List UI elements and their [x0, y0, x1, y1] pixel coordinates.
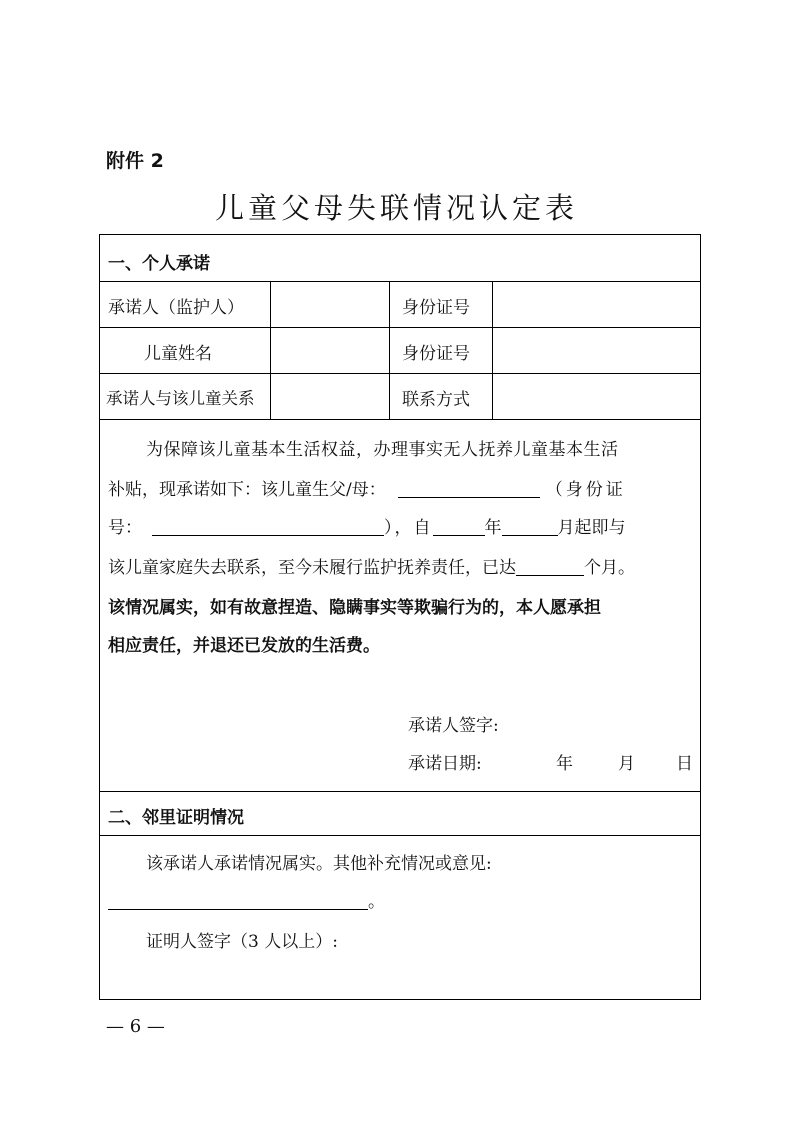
- statement-text: 年: [484, 518, 502, 538]
- neighbor-statement: 该承诺人承诺情况属实。其他补充情况或意见:: [146, 854, 492, 874]
- parent-id-blank[interactable]: [152, 518, 384, 536]
- statement-line-4: [108, 553, 635, 578]
- months-count-blank[interactable]: [516, 558, 584, 576]
- statement-text: ），自: [384, 518, 433, 538]
- statement-line-1: 为保障该儿童基本生活权益，办理事实无人抚养儿童基本生活: [146, 440, 619, 460]
- label-id-number-1: 身份证号: [402, 298, 470, 318]
- field-contact[interactable]: [494, 374, 700, 418]
- label-id-number-2: 身份证号: [402, 344, 470, 364]
- statement-line-2: [108, 475, 626, 500]
- date-year-label: 年: [556, 754, 573, 774]
- field-id-number-2[interactable]: [494, 328, 700, 372]
- label-commitment-person: 承诺人（监护人）: [108, 298, 244, 318]
- month-blank[interactable]: [502, 518, 558, 536]
- col-divider: [270, 281, 271, 419]
- row-divider: [100, 419, 700, 420]
- section-heading-neighbor-proof: 二、邻里证明情况: [108, 808, 244, 828]
- field-relationship[interactable]: [272, 374, 388, 418]
- label-relationship: 承诺人与该儿童关系: [106, 389, 255, 408]
- commitment-signature-label: 承诺人签字:: [408, 716, 499, 736]
- field-id-number-1[interactable]: [494, 282, 700, 326]
- statement-text: 。: [368, 892, 385, 912]
- row-divider: [100, 791, 700, 792]
- statement-text: （身份证: [545, 480, 626, 500]
- page-number: — 6 —: [106, 1016, 165, 1037]
- commitment-date-label: 承诺日期:: [408, 754, 482, 774]
- statement-text: 号：: [108, 518, 142, 538]
- statement-text: 个月。: [584, 558, 635, 578]
- opinion-blank[interactable]: [108, 892, 368, 910]
- section-heading-personal-commitment: 一、个人承诺: [108, 254, 210, 274]
- col-divider: [492, 281, 493, 419]
- statement-line-3: [108, 513, 626, 538]
- statement-text: 月起即与: [557, 518, 626, 538]
- row-divider: [100, 835, 700, 836]
- attachment-label: 附件 2: [106, 150, 164, 172]
- field-commitment-person[interactable]: [272, 282, 388, 326]
- form-title: 儿童父母失联情况认定表: [214, 191, 578, 225]
- form-table: [99, 234, 701, 1000]
- field-child-name[interactable]: [272, 328, 388, 372]
- date-month-label: 月: [618, 754, 635, 774]
- label-child-name: 儿童姓名: [144, 344, 212, 364]
- col-divider: [389, 281, 390, 419]
- parent-name-blank[interactable]: [398, 480, 540, 498]
- year-blank[interactable]: [433, 518, 485, 536]
- bold-statement-line-2: 相应责任，并退还已发放的生活费。: [108, 636, 380, 656]
- bold-statement-line-1: 该情况属实，如有故意捏造、隐瞒事实等欺骗行为的，本人愿承担: [108, 598, 601, 618]
- statement-text: 补贴，现承诺如下：该儿童生父/母：: [108, 480, 386, 500]
- neighbor-opinion-line: [108, 887, 385, 912]
- label-contact: 联系方式: [402, 390, 470, 410]
- statement-text: 该儿童家庭失去联系，至今未履行监护抚养责任，已达: [108, 558, 516, 578]
- witness-signature-label: 证明人签字（3 人以上）:: [146, 932, 338, 952]
- date-day-label: 日: [676, 754, 693, 774]
